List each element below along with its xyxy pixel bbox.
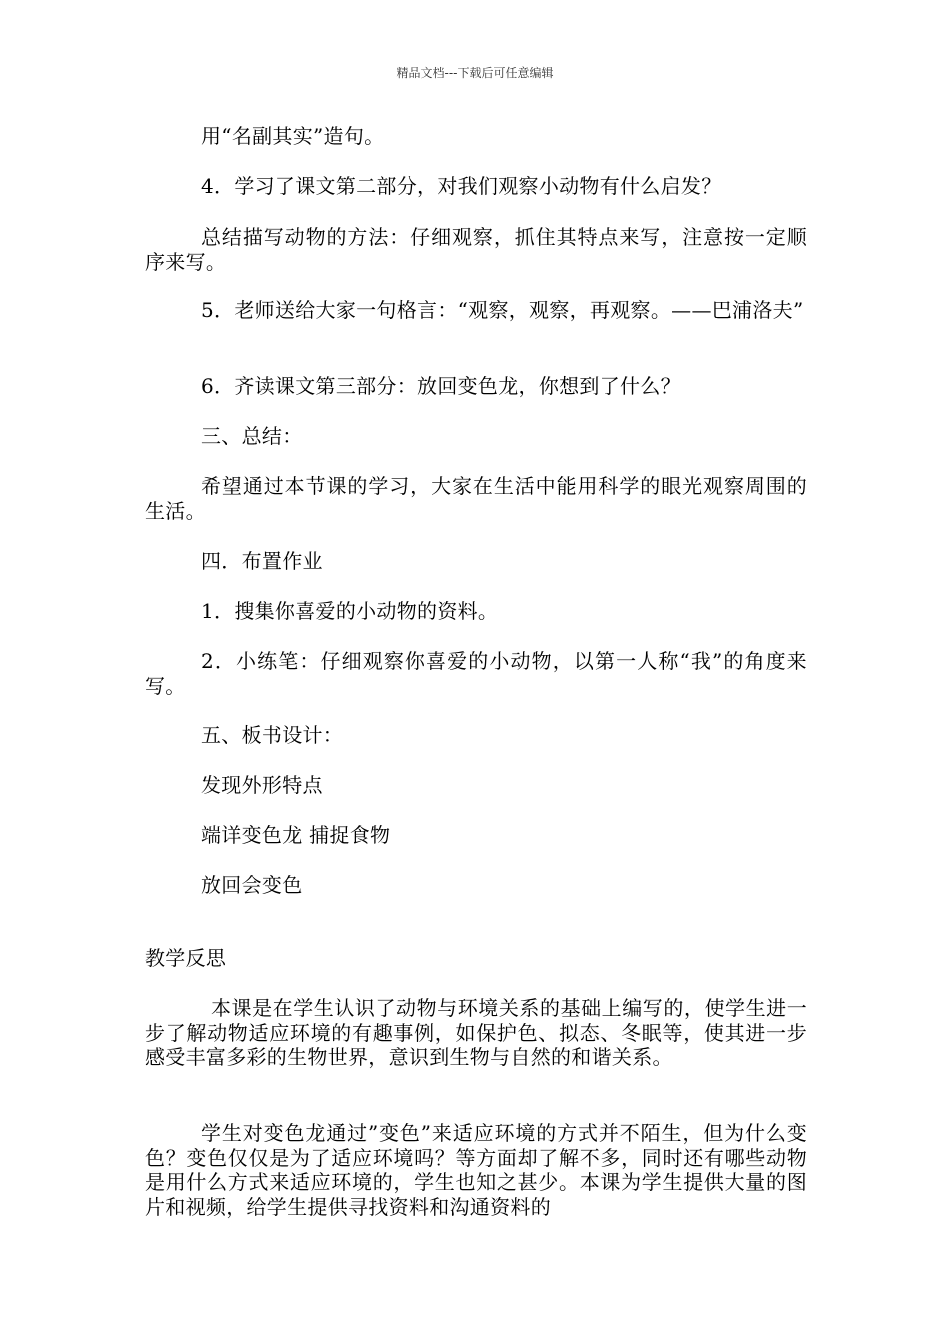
- paragraph-item-6: 6．齐读课文第三部分：放回变色龙，你想到了什么？: [201, 374, 681, 398]
- page-header: 精品文档---下载后可任意编辑: [396, 66, 554, 80]
- paragraph-hope: 希望通过本节课的学习，大家在生活中能用科学的眼光观察周围的生活。: [145, 474, 807, 523]
- section-heading-board-design: 五、板书设计：: [201, 723, 344, 747]
- section-heading-summary: 三、总结：: [201, 424, 303, 448]
- paragraph-summary-method: 总结描写动物的方法：仔细观察，抓住其特点来写，注意按一定顺序来写。: [145, 225, 807, 274]
- board-line-1: 发现外形特点: [201, 773, 323, 797]
- homework-item-1: 1．搜集你喜爱的小动物的资料。: [201, 599, 499, 623]
- paragraph-item-5-quote: 5．老师送给大家一句格言：“观察，观察，再观察。——巴浦洛夫”: [201, 298, 804, 322]
- homework-item-2: 2．小练笔：仔细观察你喜爱的小动物，以第一人称“我”的角度来写。: [145, 649, 807, 698]
- paragraph-reflection-1: 本课是在学生认识了动物与环境关系的基础上编写的，使学生进一步了解动物适应环境的有趣事例，如保护色、拟态、冬眠等，使其进一步感受丰富多彩的生物世界，意识到生物与自然的和谐关系。: [145, 996, 807, 1069]
- section-heading-reflection: 教学反思: [145, 946, 227, 970]
- board-line-2: 端详变色龙 捕捉食物: [201, 823, 391, 847]
- paragraph-question-4: 4．学习了课文第二部分，对我们观察小动物有什么启发？: [201, 174, 722, 198]
- board-line-3: 放回会变色: [201, 873, 303, 897]
- paragraph-reflection-2: 学生对变色龙通过”变色”来适应环境的方式并不陌生，但为什么变色？变色仅仅是为了适应环境吗？等方面却了解不多，同时还有哪些动物是用什么方式来适应环境的，学生也知之甚少。本课为学生提供大量的图片和视频，给学生提供寻找资料和沟通资料的: [145, 1121, 807, 1219]
- section-heading-homework: 四．布置作业: [201, 549, 323, 573]
- paragraph-sentence-exercise: 用“名副其实”造句。: [201, 124, 385, 148]
